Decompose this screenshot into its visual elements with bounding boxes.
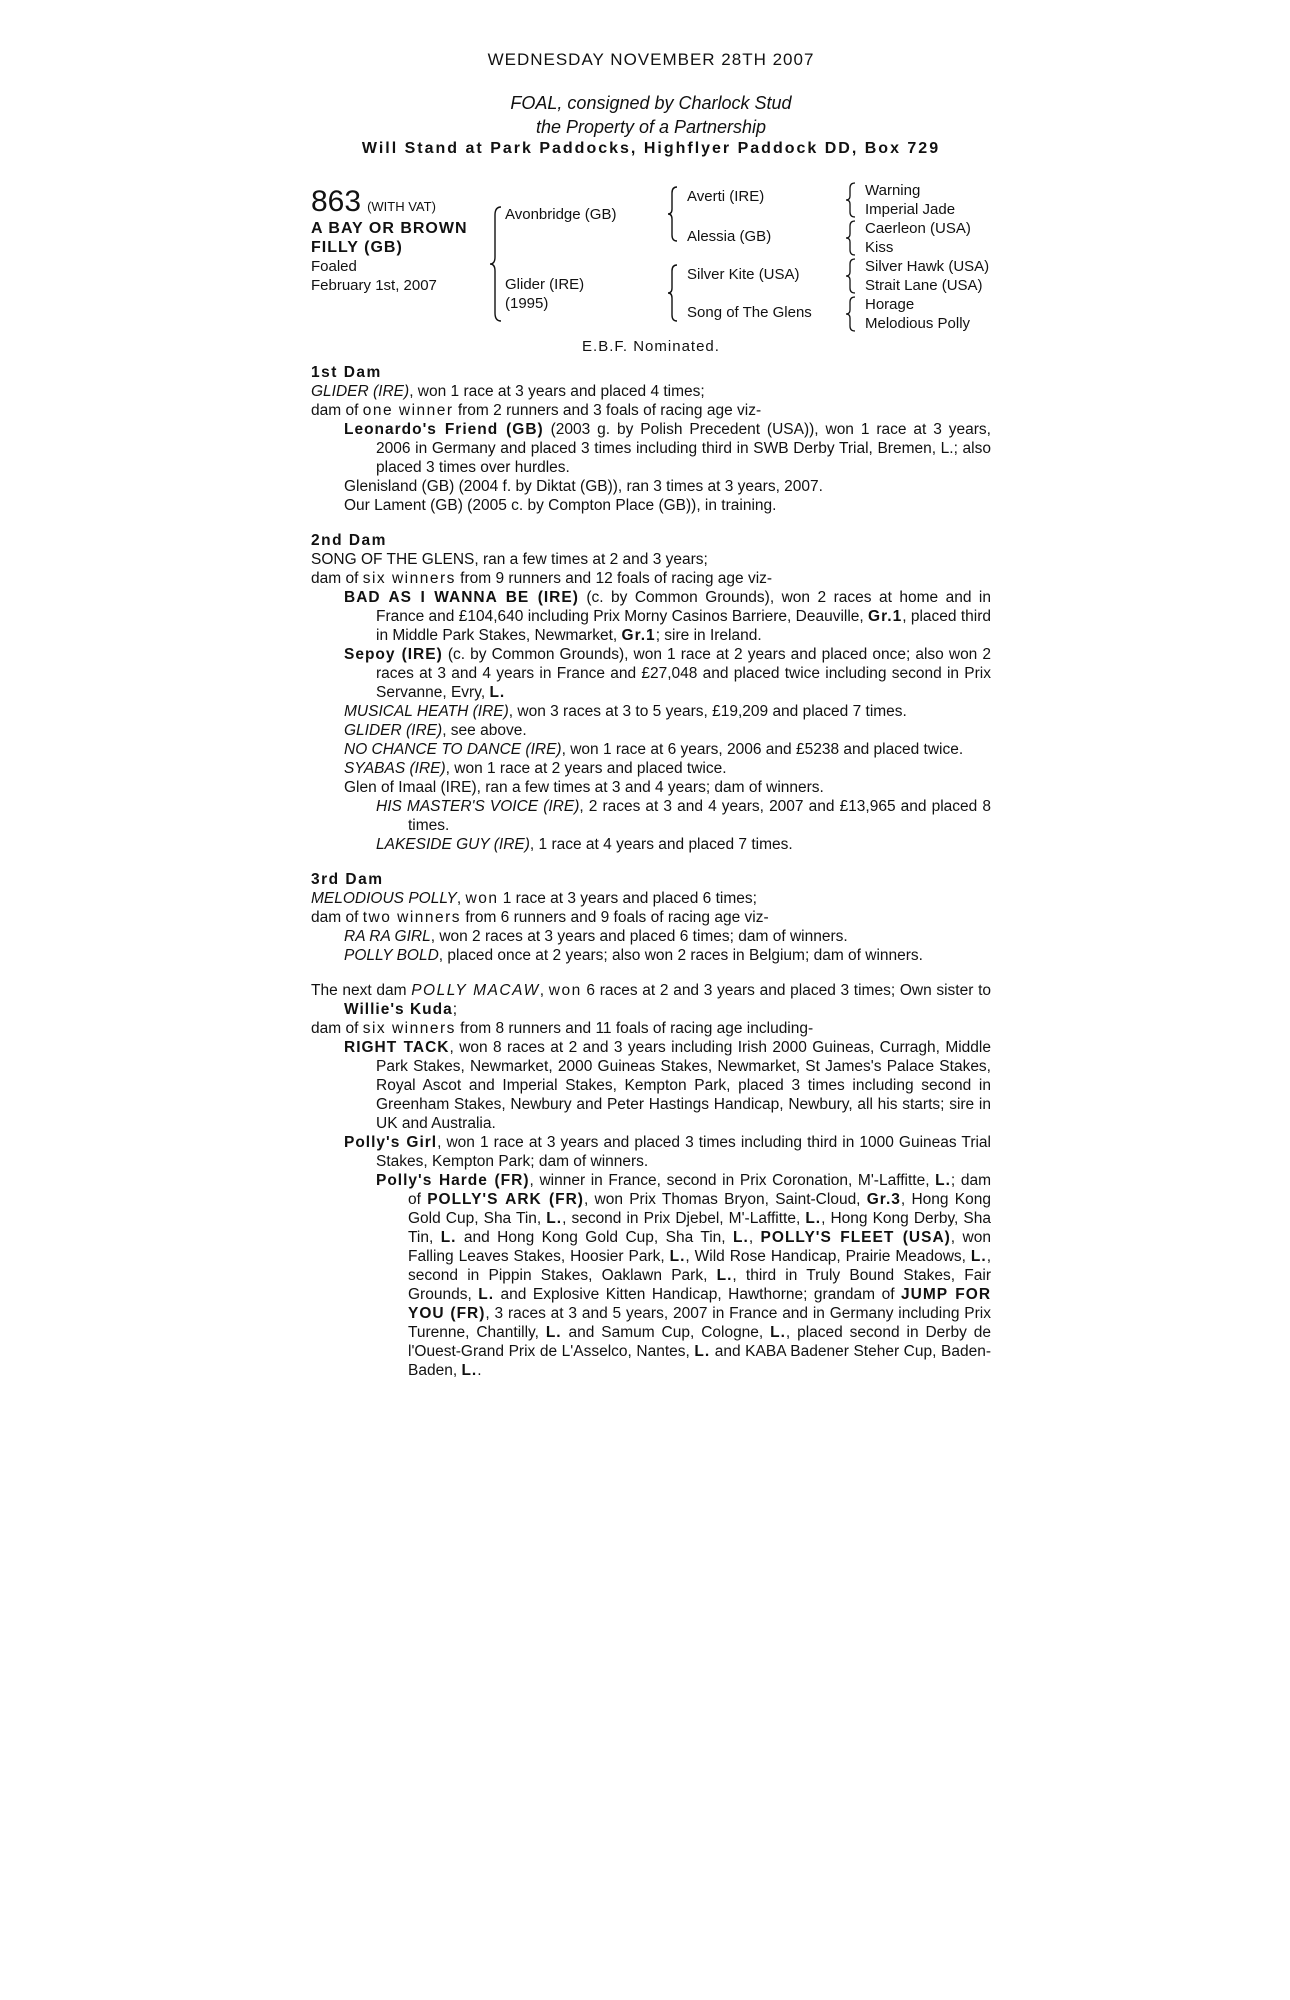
g3-kiss: Kiss	[865, 239, 894, 256]
foaled-date: Foaled February 1st, 2007	[311, 258, 437, 294]
dam-produce-summary: dam of six winners from 8 runners and 11 foals of racing age including-	[311, 1020, 814, 1037]
dam-dam: Song of The Glens	[687, 304, 812, 321]
grand-produce-entry: HIS MASTER'S VOICE (IRE), 2 races at 3 and 4 years, 2007 and £13,965 and placed 8 times.	[376, 798, 991, 834]
dam-produce-summary: dam of one winner from 2 runners and 3 foals of racing age viz-	[311, 402, 762, 419]
sire-dam: Alessia (GB)	[687, 228, 772, 245]
produce-entry: Our Lament (GB) (2005 c. by Compton Place (GB)), in training.	[344, 497, 777, 514]
first-dam-section	[311, 363, 991, 515]
lot-number: 863 (WITH VAT)	[311, 185, 436, 218]
produce-entry: NO CHANCE TO DANCE (IRE), won 1 race at 6 years, 2006 and £5238 and placed twice.	[344, 741, 964, 758]
second-dam-section	[311, 531, 991, 854]
dam-record: SONG OF THE GLENS, ran a few times at 2 and 3 years;	[311, 551, 708, 568]
produce-entry: BAD AS I WANNA BE (IRE) (c. by Common Grounds), won 2 races at home and in France and £104,640 including Prix Morny Casinos Barriere, Deauville, Gr.1, placed third in Middle Park Stakes, Newmarket, Gr.1; sire in Ireland.	[344, 589, 991, 644]
produce-entry: RA RA GIRL, won 2 races at 3 years and placed 6 times; dam of winners.	[344, 928, 848, 945]
dam-sire: Silver Kite (USA)	[687, 266, 800, 283]
g3-imperial-jade: Imperial Jade	[865, 201, 956, 218]
grand-produce-entry: Polly's Harde (FR), winner in France, second in Prix Coronation, M'-Laffitte, L.; dam of POLLY'S ARK (FR), won Prix Thomas Bryon, Saint-Cloud, Gr.3, Hong Kong Gold Cup, Sha Tin, L., second in Prix Djebel, M'-Laffitte, L., Hong Kong Derby, Sha Tin, L. and Hong Kong Gold Cup, Sha Tin, L., POLLY'S FLEET (USA), won Falling Leaves Stakes, Hoosier Park, L., Wild Rose Handicap, Prairie Meadows, L., second in Pippin Stakes, Oaklawn Park, L., third in Truly Bound Stakes, Fair Grounds, L. and Explosive Kitten Handicap, Hawthorne; grandam of JUMP FOR YOU (FR), 3 races at 3 and 5 years, 2007 in France and in Germany including Prix Turenne, Chantilly, L. and Samum Cup, Cologne, L., placed second in Derby de l'Ouest-Grand Prix de L'Asselco, Nantes, L. and KABA Badener Steher Cup, Baden-Baden, L..	[376, 1172, 992, 1379]
next-dam-section	[311, 981, 991, 1380]
produce-entry: Sepoy (IRE) (c. by Common Grounds), won 1 race at 2 years and placed once; also won 2 races at 3 and 4 years in France and £27,048 and placed twice including second in Prix Servanne, Evry, L.	[344, 646, 992, 701]
produce-entry: GLIDER (IRE), see above.	[344, 722, 527, 739]
produce-entry: MUSICAL HEATH (IRE), won 3 races at 3 to 5 years, £19,209 and placed 7 times.	[344, 703, 907, 720]
section-heading: 3rd Dam	[311, 871, 384, 888]
pedigree-table	[311, 181, 991, 355]
dam-record: The next dam POLLY MACAW, won 6 races at 2 and 3 years and placed 3 times; Own sister to Willie's Kuda;	[311, 982, 992, 1018]
sale-date: WEDNESDAY NOVEMBER 28TH 2007	[487, 50, 815, 69]
g3-melodious-polly: Melodious Polly	[865, 315, 971, 332]
produce-entry: Glenisland (GB) (2004 f. by Diktat (GB)), ran 3 times at 3 years, 2007.	[344, 478, 823, 495]
pedigree-brace-g3-3	[845, 257, 857, 295]
pedigree-brace-g3-2	[845, 219, 857, 257]
pedigree-brace-sire	[667, 185, 679, 243]
horse-description: A BAY OR BROWN FILLY (GB)	[311, 220, 468, 256]
owner-line: the Property of a Partnership	[535, 117, 767, 137]
produce-entry: POLLY BOLD, placed once at 2 years; also won 2 races in Belgium; dam of winners.	[344, 947, 923, 964]
pedigree-brace-dam	[667, 263, 679, 323]
dam-record: GLIDER (IRE), won 1 race at 3 years and placed 4 times;	[311, 383, 705, 400]
g3-caerleon: Caerleon (USA)	[865, 220, 971, 237]
pedigree-brace-g3-4	[845, 295, 857, 333]
produce-entry: Polly's Girl, won 1 race at 3 years and placed 3 times including third in 1000 Guineas Trial Stakes, Kempton Park; dam of winners.	[344, 1134, 991, 1170]
vat-note: (WITH VAT)	[367, 199, 436, 214]
dam-produce-summary: dam of two winners from 6 runners and 9 foals of racing age viz-	[311, 909, 769, 926]
dam-produce-summary: dam of six winners from 9 runners and 12 foals of racing age viz-	[311, 570, 773, 587]
produce-entry: Glen of Imaal (IRE), ran a few times at 3 and 4 years; dam of winners.	[344, 779, 824, 796]
g3-horage: Horage	[865, 296, 915, 313]
grand-produce-entry: LAKESIDE GUY (IRE), 1 race at 4 years and placed 7 times.	[376, 836, 793, 853]
pedigree-brace-g3-1	[845, 181, 857, 219]
pedigree-brace-main	[489, 205, 503, 323]
dam-name: Glider (IRE) (1995)	[505, 276, 585, 312]
section-heading: 2nd Dam	[311, 532, 387, 549]
ebf-nominated: E.B.F. Nominated.	[582, 338, 720, 355]
dam-record: MELODIOUS POLLY, won 1 race at 3 years and placed 6 times;	[311, 890, 757, 907]
g3-warning: Warning	[865, 182, 921, 199]
g3-silver-hawk: Silver Hawk (USA)	[865, 258, 990, 275]
catalogue-page	[311, 48, 991, 1380]
produce-entry: SYABAS (IRE), won 1 race at 2 years and placed twice.	[344, 760, 727, 777]
sire-sire: Averti (IRE)	[687, 188, 765, 205]
section-heading: 1st Dam	[311, 364, 382, 381]
sire-name: Avonbridge (GB)	[505, 206, 617, 223]
third-dam-section	[311, 870, 991, 965]
produce-entry: Leonardo's Friend (GB) (2003 g. by Polish Precedent (USA)), won 1 race at 3 years, 2006 in Germany and placed 3 times including third in SWB Derby Trial, Bremen, L.; also placed 3 times over hurdles.	[344, 421, 991, 476]
g3-strait-lane: Strait Lane (USA)	[865, 277, 983, 294]
consignor-line: FOAL, consigned by Charlock Stud	[510, 93, 792, 113]
stand-location: Will Stand at Park Paddocks, Highflyer Paddock DD, Box 729	[361, 140, 941, 157]
produce-entry: RIGHT TACK, won 8 races at 2 and 3 years including Irish 2000 Guineas, Curragh, Middle Park Stakes, Newmarket, 2000 Guineas Stakes, Newmarket, St James's Palace Stakes, Royal Ascot and Imperial Stakes, Kempton Park, placed 3 times including second in Greenham Stakes, Newbury and Peter Hastings Handicap, Newbury, all his starts; sire in UK and Australia.	[344, 1039, 991, 1132]
